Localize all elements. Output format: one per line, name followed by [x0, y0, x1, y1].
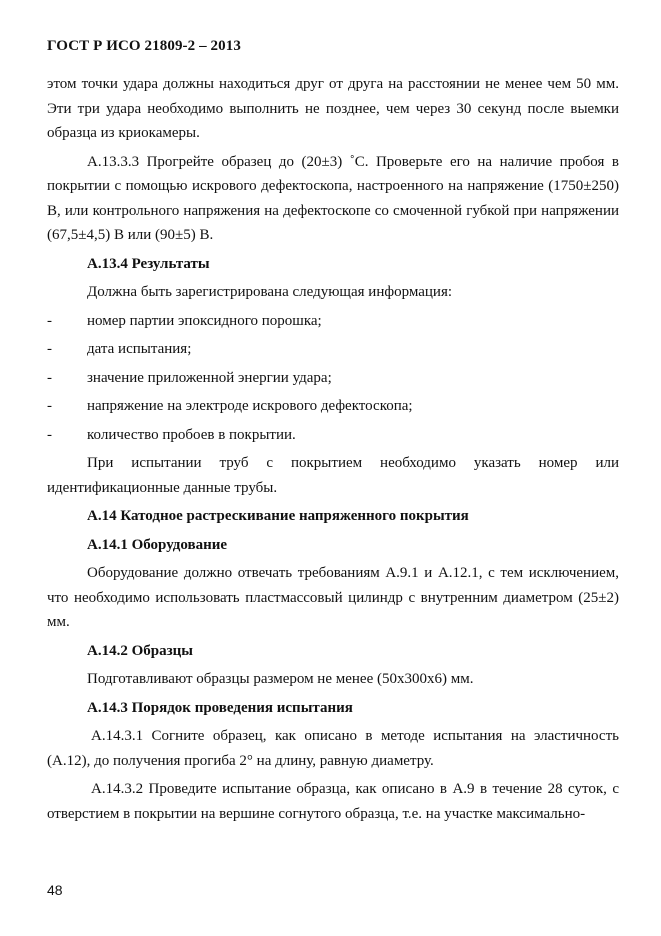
heading-a14-2: А.14.2 Образцы	[87, 642, 193, 659]
list-item-text: количество пробоев в покрытии.	[87, 426, 296, 443]
document-header: ГОСТ Р ИСО 21809-2 – 2013	[47, 38, 241, 54]
paragraph-continuation: этом точки удара должны находиться друг от друга на расстоянии не менее чем 50 мм. Эти три удара необходимо выполнить не позднее, чем через 30 секунд после выемки образца из криокамеры.	[47, 76, 619, 141]
paragraph-pipes: При испытании труб с покрытием необходимо указать номер или идентификационные данные трубы.	[47, 455, 619, 496]
heading-a14-1: А.14.1 Оборудование	[87, 536, 228, 553]
heading-a14-3: А.14.3 Порядок проведения испытания	[87, 699, 353, 716]
list-dash: -	[47, 312, 52, 329]
paragraph-a14-3-1: А.14.3.1 Согните образец, как описано в методе испытания на эластичность (А.12), до получения прогиба 2° на длину, равную диаметру.	[47, 728, 619, 769]
paragraph-a14-3-2: А.14.3.2 Проведите испытание образца, как описано в А.9 в течение 28 суток, с отверстием в покрытии на вершине согнутого образца, т.е. на участке максимально-	[47, 781, 619, 822]
paragraph-info-intro: Должна быть зарегистрирована следующая информация:	[87, 284, 453, 300]
list-item	[47, 366, 619, 391]
list-item	[47, 309, 619, 334]
list-item	[47, 394, 619, 419]
document-body	[47, 72, 619, 830]
list-item-text: напряжение на электроде искрового дефектоскопа;	[87, 398, 413, 414]
list-item-text: дата испытания;	[87, 341, 192, 357]
list-item	[47, 337, 619, 362]
list-dash: -	[47, 426, 52, 443]
heading-a13-4: А.13.4 Результаты	[87, 255, 210, 272]
list-dash: -	[47, 341, 52, 357]
list-dash: -	[47, 398, 52, 414]
list-item	[47, 423, 619, 448]
list-item-text: номер партии эпоксидного порошка;	[87, 312, 322, 329]
heading-a14: А.14 Катодное растрескивание напряженного покрытия	[87, 508, 469, 524]
list-item-text: значение приложенной энергии удара;	[87, 369, 332, 386]
list-dash: -	[47, 369, 52, 386]
paragraph-equipment: Оборудование должно отвечать требованиям А.9.1 и А.12.1, с тем исключением, что необходимо использовать пластмассовый цилиндр с внутренним диаметром (25±2) мм.	[47, 565, 619, 630]
page-number: 48	[47, 882, 63, 898]
paragraph-samples: Подготавливают образцы размером не менее (50х300х6) мм.	[87, 671, 474, 687]
paragraph-a13-3-3: А.13.3.3 Прогрейте образец до (20±3) ˚С. Проверьте его на наличие пробоя в покрытии с помощью искрового дефектоскопа, настроенного на напряжение (1750±250) В, или контрольного напряжения на дефектоскопе со смоченной губкой при напряжении (67,5±4,5) В или (90±5) В.	[47, 153, 619, 243]
